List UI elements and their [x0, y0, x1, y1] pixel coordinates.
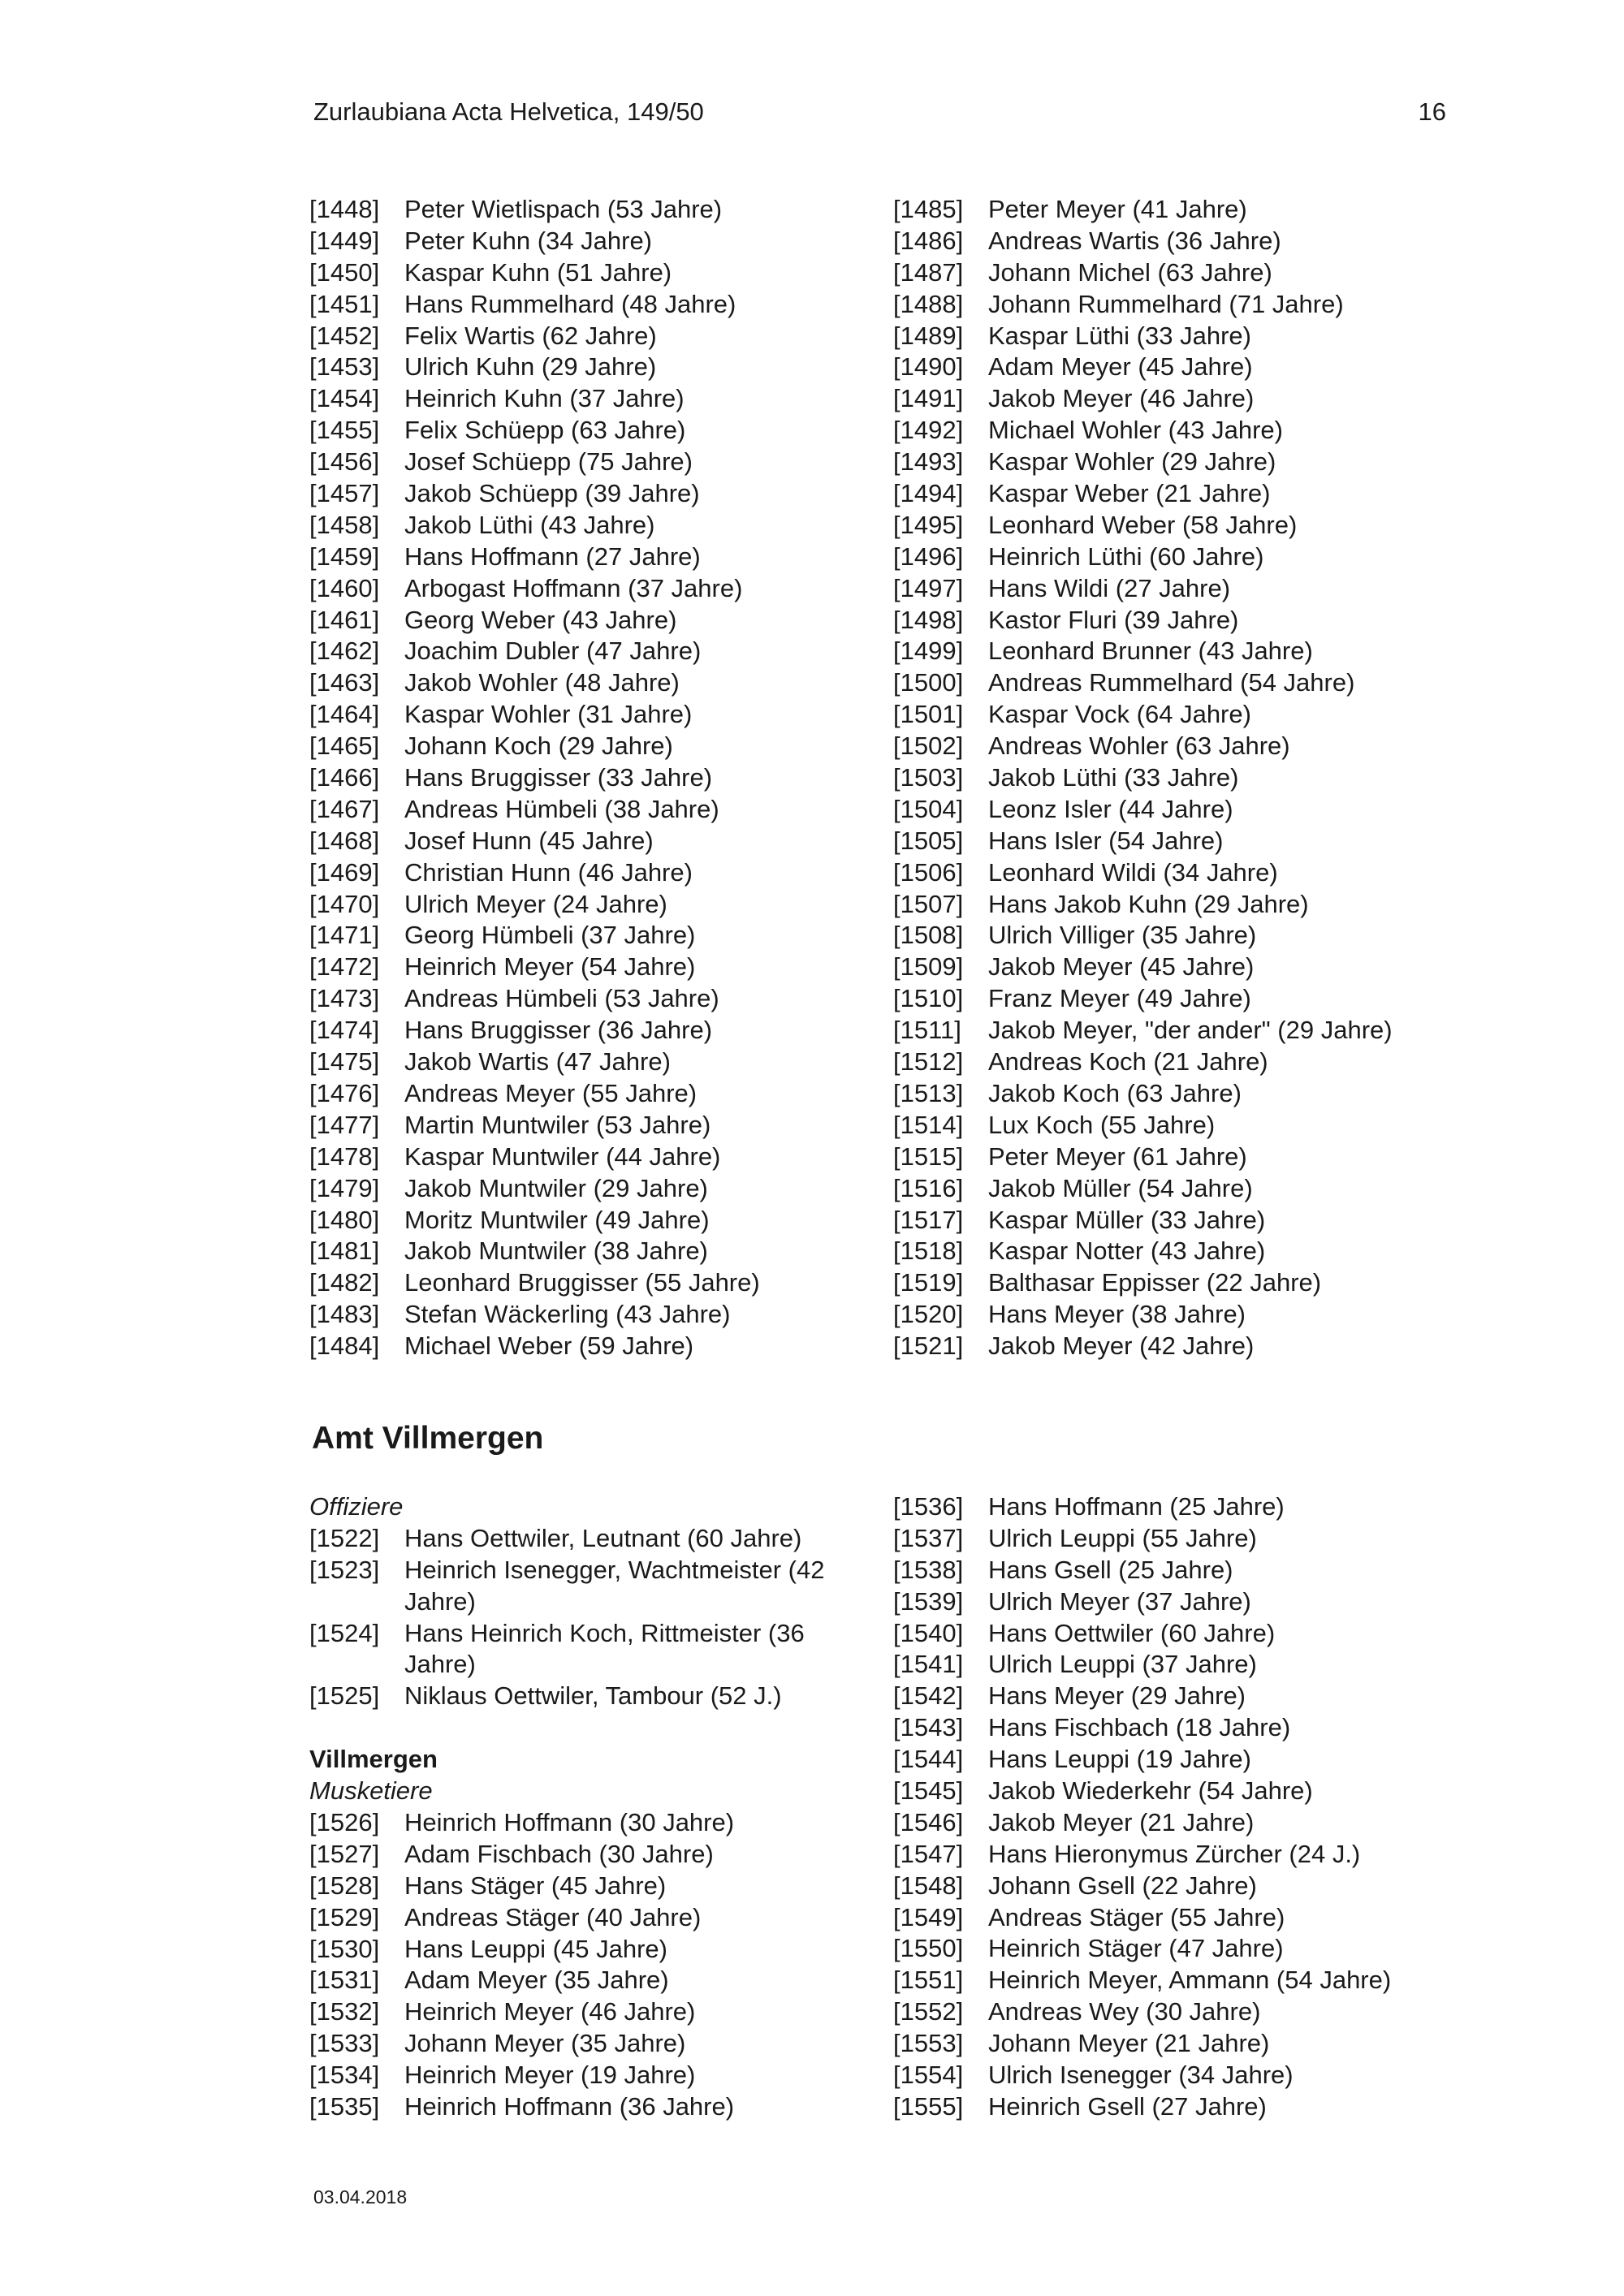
entry-name: Michael Wohler (43 Jahre) [988, 416, 1283, 445]
entry-number: [1487] [893, 257, 964, 287]
entry-name: Lux Koch (55 Jahre) [988, 1110, 1216, 1139]
entry-name: Georg Hümbeli (37 Jahre) [404, 921, 696, 950]
list-item [309, 1681, 862, 1712]
entry-number: [1475] [309, 1047, 380, 1077]
entry-number: [1511] [893, 1016, 961, 1045]
entry-number: [1465] [309, 732, 380, 761]
entry-number: [1480] [309, 1205, 380, 1234]
entry-number: [1551] [893, 1966, 964, 1995]
list-item [309, 1934, 862, 1966]
entry-number: [1449] [309, 226, 380, 255]
entry-number: [1540] [893, 1618, 964, 1647]
entry-number: [1519] [893, 1268, 964, 1297]
entry-number: [1485] [893, 195, 964, 223]
entry-name: Heinrich Kuhn (37 Jahre) [404, 384, 685, 413]
entry-name: Hans Wildi (27 Jahre) [988, 573, 1231, 602]
entry-name: Ulrich Villiger (35 Jahre) [988, 921, 1257, 950]
entry-number: [1448] [309, 195, 380, 223]
entry-number: [1506] [893, 857, 964, 887]
entry-number: [1459] [309, 542, 380, 571]
entry-name: Josef Schüepp (75 Jahre) [404, 447, 693, 477]
entry-name: Jakob Schüepp (39 Jahre) [404, 479, 700, 508]
entry-name: Hans Leuppi (19 Jahre) [988, 1745, 1251, 1774]
entry-name: Franz Meyer (49 Jahre) [988, 984, 1251, 1013]
entry-name: Andreas Rummelhard (54 Jahre) [988, 668, 1355, 697]
entry-name: Adam Meyer (35 Jahre) [404, 1966, 669, 1995]
entry-name: Kaspar Müller (33 Jahre) [988, 1205, 1266, 1234]
entry-number: [1552] [893, 1997, 964, 2026]
entry-name: Andreas Hümbeli (38 Jahre) [404, 794, 719, 823]
entry-number: [1491] [893, 384, 964, 413]
entry-name: Peter Kuhn (34 Jahre) [404, 226, 653, 255]
entry-number: [1534] [309, 2061, 380, 2090]
footer-date: 03.04.2018 [313, 2186, 408, 2208]
entry-name: Ulrich Leuppi (55 Jahre) [988, 1523, 1257, 1552]
entry-name: Jakob Wartis (47 Jahre) [404, 1047, 671, 1077]
entry-number: [1476] [309, 1078, 380, 1107]
entry-name: Niklaus Oettwiler, Tambour (52 J.) [404, 1681, 782, 1711]
entry-name: Hans Oettwiler (60 Jahre) [988, 1618, 1276, 1647]
entry-number: [1545] [893, 1776, 964, 1806]
entry-number: [1554] [893, 2061, 964, 2090]
entry-name: Peter Meyer (61 Jahre) [988, 1142, 1247, 1171]
entry-number: [1494] [893, 479, 964, 508]
list-item [309, 1996, 862, 2028]
entry-number: [1526] [309, 1807, 380, 1836]
entry-number: [1495] [893, 510, 964, 539]
entry-number: [1513] [893, 1078, 964, 1107]
list-item [309, 2028, 862, 2060]
entry-number: [1503] [893, 763, 964, 792]
entry-number: [1483] [309, 1300, 380, 1329]
list-item [309, 1618, 862, 1681]
entry-number: [1549] [893, 1902, 964, 1931]
entry-name: Heinrich Hoffmann (36 Jahre) [404, 2091, 735, 2121]
entry-name: Jakob Meyer (21 Jahre) [988, 1807, 1255, 1836]
entry-name: Jakob Müller (54 Jahre) [988, 1173, 1253, 1202]
entry-number: [1516] [893, 1173, 964, 1202]
entry-number: [1547] [893, 1839, 964, 1868]
entry-name: Andreas Wartis (36 Jahre) [988, 226, 1281, 255]
entry-name: Heinrich Isenegger, Wachtmeister (42 Jahre) [404, 1555, 825, 1616]
entry-name: Adam Fischbach (30 Jahre) [404, 1839, 714, 1868]
entry-name: Josef Hunn (45 Jahre) [404, 826, 654, 855]
entry-name: Ulrich Isenegger (34 Jahre) [988, 2061, 1294, 2090]
entry-number: [1493] [893, 447, 964, 477]
list-item [309, 1902, 862, 1934]
entry-number: [1546] [893, 1807, 964, 1836]
entry-name: Jakob Muntwiler (29 Jahre) [404, 1173, 708, 1202]
entry-number: [1473] [309, 984, 380, 1013]
officers-label: Offiziere [309, 1492, 404, 1521]
entry-name: Felix Wartis (62 Jahre) [404, 321, 657, 350]
entry-name: Ulrich Kuhn (29 Jahre) [404, 352, 657, 382]
entry-name: Johann Rummelhard (71 Jahre) [988, 289, 1344, 318]
entry-number: [1468] [309, 826, 380, 855]
entry-name: Kaspar Wohler (29 Jahre) [988, 447, 1276, 477]
entry-number: [1548] [893, 1871, 964, 1900]
entry-name: Jakob Lüthi (43 Jahre) [404, 510, 655, 539]
entry-name: Jakob Wiederkehr (54 Jahre) [988, 1776, 1313, 1806]
entry-name: Hans Heinrich Koch, Rittmeister (36 Jahre) [404, 1618, 805, 1679]
musketeers-list [309, 1807, 862, 2123]
entry-name: Heinrich Meyer (54 Jahre) [404, 952, 696, 982]
entry-name: Andreas Stäger (40 Jahre) [404, 1902, 702, 1931]
entry-name: Hans Hieronymus Zürcher (24 J.) [988, 1839, 1361, 1868]
page-number: 16 [1418, 97, 1446, 126]
entry-number: [1462] [309, 637, 380, 666]
entry-number: [1507] [893, 889, 964, 918]
entry-name: Jakob Meyer (42 Jahre) [988, 1331, 1255, 1361]
entry-name: Johann Gsell (22 Jahre) [988, 1871, 1257, 1900]
entry-name: Leonhard Wildi (34 Jahre) [988, 857, 1278, 887]
entry-number: [1544] [893, 1745, 964, 1774]
entry-number: [1541] [893, 1650, 964, 1679]
entry-number: [1492] [893, 416, 964, 445]
entry-number: [1474] [309, 1016, 380, 1045]
entry-number: [1469] [309, 857, 380, 887]
list-item [309, 1839, 862, 1871]
entry-name: Balthasar Eppisser (22 Jahre) [988, 1268, 1322, 1297]
entry-number: [1522] [309, 1523, 380, 1552]
entry-number: [1550] [893, 1934, 964, 1963]
entry-name: Kaspar Muntwiler (44 Jahre) [404, 1142, 721, 1171]
entry-number: [1555] [893, 2091, 964, 2121]
spacer [309, 1712, 862, 1744]
entry-number: [1518] [893, 1236, 964, 1266]
entry-name: Kaspar Weber (21 Jahre) [988, 479, 1271, 508]
entry-name: Johann Meyer (21 Jahre) [988, 2029, 1270, 2058]
entry-number: [1455] [309, 416, 380, 445]
entry-name: Johann Meyer (35 Jahre) [404, 2029, 686, 2058]
entry-number: [1488] [893, 289, 964, 318]
entry-name: Michael Weber (59 Jahre) [404, 1331, 694, 1361]
entry-name: Jakob Meyer (45 Jahre) [988, 952, 1255, 982]
entry-name: Heinrich Lüthi (60 Jahre) [988, 542, 1264, 571]
entry-name: Leonhard Brunner (43 Jahre) [988, 637, 1313, 666]
entry-name: Christian Hunn (46 Jahre) [404, 857, 693, 887]
entry-name: Leonhard Bruggisser (55 Jahre) [404, 1268, 760, 1297]
entry-number: [1452] [309, 321, 380, 350]
entry-number: [1525] [309, 1681, 380, 1711]
entry-number: [1535] [309, 2091, 380, 2121]
entry-number: [1479] [309, 1173, 380, 1202]
entry-number: [1486] [893, 226, 964, 255]
entry-number: [1467] [309, 794, 380, 823]
entry-name: Peter Meyer (41 Jahre) [988, 195, 1247, 223]
entry-number: [1484] [309, 1331, 380, 1361]
entry-number: [1478] [309, 1142, 380, 1171]
entry-number: [1453] [309, 352, 380, 382]
entry-name: Georg Weber (43 Jahre) [404, 605, 677, 634]
entry-number: [1532] [309, 1997, 380, 2026]
entry-number: [1501] [893, 700, 964, 729]
entry-number: [1500] [893, 668, 964, 697]
entry-name: Kaspar Vock (64 Jahre) [988, 700, 1251, 729]
entry-name: Stefan Wäckerling (43 Jahre) [404, 1300, 731, 1329]
entry-name: Jakob Muntwiler (38 Jahre) [404, 1236, 708, 1266]
section-heading: Amt Villmergen [312, 1421, 544, 1456]
entry-name: Hans Hoffmann (27 Jahre) [404, 542, 701, 571]
entry-name: Arbogast Hoffmann (37 Jahre) [404, 573, 743, 602]
entry-name: Leonhard Weber (58 Jahre) [988, 510, 1298, 539]
entry-number: [1477] [309, 1110, 380, 1139]
entry-name: Leonz Isler (44 Jahre) [988, 794, 1233, 823]
entry-name: Hans Meyer (29 Jahre) [988, 1681, 1246, 1711]
entry-number: [1470] [309, 889, 380, 918]
entry-number: [1523] [309, 1555, 380, 1584]
entry-number: [1515] [893, 1142, 964, 1171]
entry-name: Ulrich Meyer (24 Jahre) [404, 889, 667, 918]
entry-name: Jakob Meyer (46 Jahre) [988, 384, 1255, 413]
entry-name: Hans Leuppi (45 Jahre) [404, 1934, 667, 1963]
entry-number: [1451] [309, 289, 380, 318]
entry-number: [1510] [893, 984, 964, 1013]
entry-name: Andreas Wey (30 Jahre) [988, 1997, 1261, 2026]
entry-number: [1498] [893, 605, 964, 634]
entry-number: [1481] [309, 1236, 380, 1266]
list-item [309, 1807, 862, 1839]
entry-number: [1490] [893, 352, 964, 382]
entry-number: [1531] [309, 1966, 380, 1995]
entry-name: Kaspar Kuhn (51 Jahre) [404, 257, 672, 287]
entry-name: Andreas Stäger (55 Jahre) [988, 1902, 1285, 1931]
village-label: Villmergen [309, 1745, 438, 1774]
entry-number: [1543] [893, 1713, 964, 1742]
villmergen-left-block [309, 1491, 862, 2123]
entry-name: Felix Schüepp (63 Jahre) [404, 416, 686, 445]
entry-name: Hans Stäger (45 Jahre) [404, 1871, 667, 1900]
list-item [309, 1523, 862, 1555]
entry-name: Ulrich Leuppi (37 Jahre) [988, 1650, 1257, 1679]
entry-name: Jakob Koch (63 Jahre) [988, 1078, 1242, 1107]
entry-number: [1472] [309, 952, 380, 982]
entry-number: [1521] [893, 1331, 964, 1361]
entry-name: Moritz Muntwiler (49 Jahre) [404, 1205, 710, 1234]
entry-name: Hans Isler (54 Jahre) [988, 826, 1224, 855]
entry-number: [1508] [893, 921, 964, 950]
entry-name: Andreas Wohler (63 Jahre) [988, 732, 1290, 761]
entry-number: [1504] [893, 794, 964, 823]
entry-number: [1538] [893, 1555, 964, 1584]
entry-number: [1463] [309, 668, 380, 697]
entry-name: Jakob Wohler (48 Jahre) [404, 668, 680, 697]
entry-name: Ulrich Meyer (37 Jahre) [988, 1586, 1251, 1616]
entry-number: [1509] [893, 952, 964, 982]
entry-name: Hans Bruggisser (33 Jahre) [404, 763, 713, 792]
entry-number: [1461] [309, 605, 380, 634]
entry-number: [1514] [893, 1110, 964, 1139]
entry-name: Kaspar Notter (43 Jahre) [988, 1236, 1266, 1266]
officers-list [309, 1523, 862, 1712]
entry-number: [1457] [309, 479, 380, 508]
entry-name: Kaspar Lüthi (33 Jahre) [988, 321, 1251, 350]
entry-number: [1471] [309, 921, 380, 950]
list-item [309, 1555, 862, 1618]
entry-number: [1542] [893, 1681, 964, 1711]
entry-number: [1536] [893, 1492, 964, 1521]
entry-number: [1489] [893, 321, 964, 350]
entry-name: Heinrich Meyer (19 Jahre) [404, 2061, 696, 2090]
entry-number: [1454] [309, 384, 380, 413]
entry-name: Andreas Koch (21 Jahre) [988, 1047, 1268, 1077]
entry-number: [1528] [309, 1871, 380, 1900]
entry-number: [1505] [893, 826, 964, 855]
entry-number: [1553] [893, 2029, 964, 2058]
entry-name: Jakob Lüthi (33 Jahre) [988, 763, 1239, 792]
entry-number: [1499] [893, 637, 964, 666]
entry-name: Hans Meyer (38 Jahre) [988, 1300, 1246, 1329]
entry-name: Jakob Meyer, "der ander" (29 Jahre) [988, 1016, 1393, 1045]
entry-name: Adam Meyer (45 Jahre) [988, 352, 1253, 382]
entry-number: [1464] [309, 700, 380, 729]
entry-name: Hans Hoffmann (25 Jahre) [988, 1492, 1285, 1521]
entry-number: [1482] [309, 1268, 380, 1297]
musketeers-label: Musketiere [309, 1776, 433, 1806]
entry-name: Joachim Dubler (47 Jahre) [404, 637, 702, 666]
entry-name: Heinrich Meyer, Ammann (54 Jahre) [988, 1966, 1392, 1995]
entry-number: [1456] [309, 447, 380, 477]
entry-name: Heinrich Hoffmann (30 Jahre) [404, 1807, 735, 1836]
entry-number: [1517] [893, 1205, 964, 1234]
entry-name: Hans Fischbach (18 Jahre) [988, 1713, 1291, 1742]
entry-name: Johann Michel (63 Jahre) [988, 257, 1272, 287]
entry-name: Hans Oettwiler, Leutnant (60 Jahre) [404, 1523, 802, 1552]
entry-number: [1539] [893, 1586, 964, 1616]
entry-name: Hans Jakob Kuhn (29 Jahre) [988, 889, 1309, 918]
entry-name: Heinrich Gsell (27 Jahre) [988, 2091, 1267, 2121]
entry-name: Kaspar Wohler (31 Jahre) [404, 700, 693, 729]
entry-number: [1512] [893, 1047, 964, 1077]
entry-number: [1450] [309, 257, 380, 287]
header-title: Zurlaubiana Acta Helvetica, 149/50 [313, 97, 704, 126]
entry-number: [1497] [893, 573, 964, 602]
entry-number: [1502] [893, 732, 964, 761]
entry-name: Heinrich Stäger (47 Jahre) [988, 1934, 1284, 1963]
entry-number: [1524] [309, 1618, 380, 1647]
list-item [309, 1871, 862, 1902]
entry-name: Martin Muntwiler (53 Jahre) [404, 1110, 711, 1139]
entry-name: Hans Rummelhard (48 Jahre) [404, 289, 736, 318]
entry-number: [1458] [309, 510, 380, 539]
entry-number: [1466] [309, 763, 380, 792]
entry-name: Hans Gsell (25 Jahre) [988, 1555, 1233, 1584]
entry-number: [1530] [309, 1934, 380, 1963]
entry-number: [1527] [309, 1839, 380, 1868]
entry-name: Andreas Meyer (55 Jahre) [404, 1078, 698, 1107]
entry-name: Johann Koch (29 Jahre) [404, 732, 673, 761]
entry-name: Kastor Fluri (39 Jahre) [988, 605, 1239, 634]
list-item [309, 2060, 862, 2091]
entry-name: Peter Wietlispach (53 Jahre) [404, 195, 723, 223]
entry-name: Andreas Hümbeli (53 Jahre) [404, 984, 719, 1013]
entry-number: [1460] [309, 573, 380, 602]
entry-name: Hans Bruggisser (36 Jahre) [404, 1016, 713, 1045]
entry-number: [1533] [309, 2029, 380, 2058]
list-item [309, 2091, 862, 2123]
entry-number: [1496] [893, 542, 964, 571]
entry-number: [1529] [309, 1902, 380, 1931]
entry-number: [1537] [893, 1523, 964, 1552]
entry-number: [1520] [893, 1300, 964, 1329]
entry-name: Heinrich Meyer (46 Jahre) [404, 1997, 696, 2026]
list-item [309, 1965, 862, 1996]
